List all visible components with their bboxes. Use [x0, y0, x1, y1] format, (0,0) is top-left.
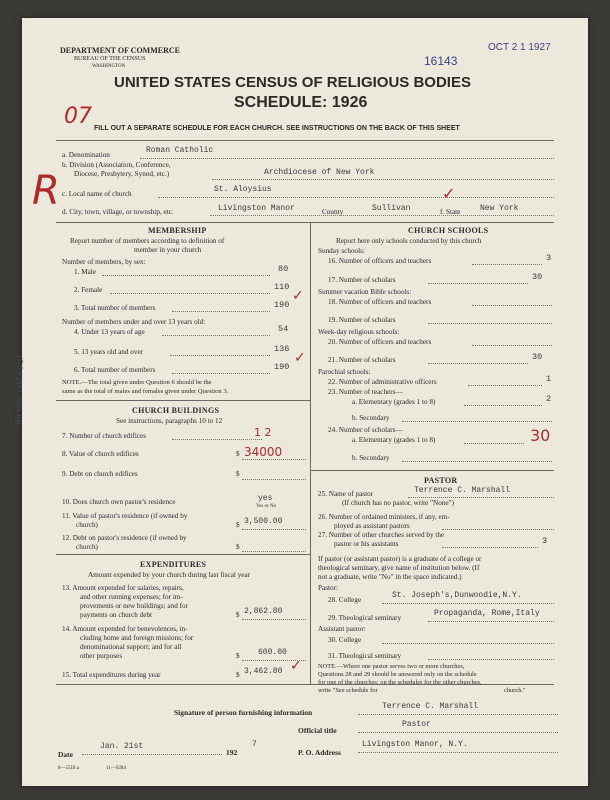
q15-value: 3,462.80 — [244, 667, 283, 676]
q13-label-d: payments on church debt — [80, 611, 153, 619]
q3-value: 190 — [274, 300, 290, 310]
local-name-line — [158, 197, 554, 198]
q13-label-a: 13. Amount expended for salaries, repairs, — [62, 584, 184, 592]
state-value: New York — [480, 204, 519, 213]
q7-value: 1 2 — [254, 426, 272, 439]
denomination-label: a. Denomination — [62, 151, 110, 159]
q28-value: St. Joseph's,Dunwoodie,N.Y. — [392, 591, 522, 600]
po-address-label: P. O. Address — [298, 748, 341, 757]
pastor-note-3: for one of the churches; on the schedules for the other churches, — [318, 679, 482, 686]
pastor-note-2: Questions 28 and 29 should be answered only on the schedule — [318, 671, 477, 678]
q14-dollar: $ — [236, 652, 240, 660]
q7-leader — [172, 439, 262, 440]
weekday-label: Week-day religious schools: — [318, 328, 400, 336]
check-mark-county: ✓ — [442, 184, 456, 203]
instruction-line: FILL OUT A SEPARATE SCHEDULE FOR EACH CHURCH. SEE INSTRUCTIONS ON THE BACK OF THIS SHEET — [94, 125, 460, 132]
form-number: 8—5518 a — [58, 766, 79, 771]
margin-note: Jen Vetter cald 4-5/27 — [13, 355, 25, 426]
membership-intro-2: member in your church — [134, 246, 202, 254]
q16-value: 3 — [546, 253, 552, 263]
schools-sub: Report here only schools conducted by this church — [336, 237, 482, 245]
q10-label: 10. Does church own pastor's residence — [62, 498, 176, 506]
q9-label: 9. Debt on church edifices — [62, 470, 138, 478]
q23b-label: b. Secondary — [352, 414, 390, 422]
buildings-rule — [56, 554, 310, 555]
q9-dollar: $ — [236, 470, 240, 478]
q20-label: 20. Number of officers and teachers — [328, 338, 432, 346]
q18-leader — [472, 305, 552, 306]
expenditures-title: EXPENDITURES — [140, 560, 207, 569]
denomination-line — [140, 158, 554, 159]
q11-label-b: church) — [76, 521, 98, 529]
q30-line — [382, 643, 554, 644]
schools-rule — [310, 470, 554, 471]
membership-rule — [56, 400, 310, 401]
schedule-number: 16143 — [424, 54, 458, 68]
q25-line — [408, 497, 554, 498]
signature-label: Signature of person furnishing information — [174, 708, 313, 717]
expenditures-sub: Amount expended by your church during last fiscal year — [88, 571, 251, 579]
q24a-label: a. Elementary (grades 1 to 8) — [352, 436, 436, 444]
print-number: 11—9284 — [106, 766, 126, 771]
sunday-label: Sunday schools: — [318, 247, 365, 255]
q23a-label: a. Elementary (grades 1 to 8) — [352, 398, 436, 406]
form-subtitle: SCHEDULE: 1926 — [234, 94, 368, 111]
city-line — [210, 215, 554, 216]
buildings-sub: See instructions, paragraphs 10 to 12 — [116, 417, 223, 425]
division-label: b. Division (Association, Conference, — [62, 161, 171, 169]
q11-line — [242, 529, 306, 530]
q16-label: 16. Number of officers and teachers — [328, 257, 432, 265]
membership-intro-1: Report number of members according to definition of — [70, 237, 225, 245]
q15-label: 15. Total expenditures during year — [62, 671, 161, 679]
q31-label: 31. Theological seminary — [328, 652, 402, 660]
q17-leader — [428, 283, 528, 284]
q30-label: 30. College — [328, 636, 362, 644]
check-mark-q15: ✓ — [290, 658, 302, 674]
q29-line — [428, 621, 554, 622]
q17-label: 17. Number of scholars — [328, 276, 396, 284]
q8-label: 8. Value of church edifices — [62, 450, 139, 458]
q25-note: (If church has no pastor, write "None") — [342, 499, 454, 507]
check-mark-q6: ✓ — [294, 350, 306, 366]
division-value: Archdiocese of New York — [264, 168, 375, 177]
q20-leader — [472, 345, 552, 346]
q28-line — [382, 603, 554, 604]
q26-label-a: 26. Number of ordained ministers, if any, em- — [318, 513, 450, 521]
year-label: 192 — [226, 748, 238, 757]
q22-leader — [468, 385, 542, 386]
denomination-value: Roman Catholic — [146, 146, 214, 155]
q16-leader — [472, 264, 542, 265]
q13-label-b: and other running expenses; for im- — [80, 593, 183, 601]
q29-value: Propaganda, Rome,Italy — [434, 609, 540, 618]
q3-label: 3. Total number of members — [74, 304, 156, 312]
q14-value: 600.00 — [258, 648, 287, 657]
q12-dollar: $ — [236, 543, 240, 551]
q1-value: 80 — [278, 264, 289, 274]
q13-line — [242, 619, 306, 620]
q2-value: 110 — [274, 282, 290, 292]
pastor-sub-label: Pastor: — [318, 584, 338, 592]
signature-value: Terrence C. Marshall — [382, 702, 479, 711]
division-label-2: Diocese, Presbytery, Synod, etc.) — [74, 170, 170, 178]
q9-line — [242, 479, 306, 480]
code-mark: 07 — [64, 104, 92, 129]
q14-label-b: cluding home and foreign missions; for — [80, 634, 194, 642]
q4-value: 54 — [278, 324, 289, 334]
q4-leader — [162, 335, 270, 336]
official-title-value: Pastor — [402, 720, 431, 729]
q5-value: 136 — [274, 344, 290, 354]
q1-leader — [102, 275, 270, 276]
q19-label: 19. Number of scholars — [328, 316, 396, 324]
local-name-value: St. Aloysius — [214, 185, 272, 194]
q24a-leader — [464, 443, 524, 444]
q5-label: 5. 13 years old and over — [74, 348, 144, 356]
parochial-label: Parochial schools: — [318, 368, 371, 376]
pastor-note-4-end: church." — [504, 687, 526, 694]
city-label: d. City, town, village, or township, etc. — [62, 208, 174, 216]
header-rule — [56, 140, 554, 141]
po-address-value: Livingston Manor, N.Y. — [362, 740, 468, 749]
q27-line — [442, 547, 538, 548]
q27-value: 3 — [542, 536, 548, 546]
grad-note-2: theological seminary, give name of institution below. (If — [318, 564, 480, 572]
q13-label-c: provements or new buildings; and for — [80, 602, 188, 610]
q11-dollar: $ — [236, 521, 240, 529]
yes-no-caption: Yes or No — [256, 504, 277, 509]
q28-label: 28. College — [328, 596, 362, 604]
date-line — [82, 754, 222, 755]
q27-label-a: 27. Number of other churches served by the — [318, 531, 445, 539]
q8-line — [242, 459, 306, 460]
q22-label: 22. Number of administrative officers — [328, 378, 437, 386]
pastor-title: PASTOR — [424, 476, 458, 485]
q14-label-a: 14. Amount expended for benevolences, in- — [62, 625, 188, 633]
dept-name: DEPARTMENT OF COMMERCE — [60, 46, 181, 55]
membership-note-1: NOTE.—The total given under Question 6 should be the — [62, 379, 212, 386]
q17-value: 30 — [532, 272, 543, 282]
column-divider — [310, 222, 311, 684]
pastor-note-4: write "See schedule for — [318, 687, 378, 694]
local-name-label: c. Local name of church — [62, 190, 132, 198]
q12-label: 12. Debt on pastor's residence (if owned by — [62, 534, 187, 542]
q24a-value: 30 — [530, 426, 551, 445]
county-label: County — [322, 208, 344, 216]
q26-line — [442, 529, 554, 530]
county-value: Sullivan — [372, 204, 411, 213]
pastor-note-1: NOTE.—Where one pastor serves two or more churches, — [318, 663, 465, 670]
q12-label-b: church) — [76, 543, 98, 551]
q18-label: 18. Number of officers and teachers — [328, 298, 432, 306]
q13-dollar: $ — [236, 611, 240, 619]
q6-label: 6. Total number of members — [74, 366, 156, 374]
q19-leader — [428, 323, 552, 324]
q6-leader — [172, 373, 270, 374]
q6-value: 190 — [274, 362, 290, 372]
date-label: Date — [58, 750, 73, 759]
q22-value: 1 — [546, 374, 552, 384]
q15-dollar: $ — [236, 671, 240, 679]
state-label: f. State — [440, 208, 461, 216]
q21-label: 21. Number of scholars — [328, 356, 396, 364]
q4-label: 4. Under 13 years of age — [74, 328, 145, 336]
received-stamp: OCT 2 1 1927 — [488, 42, 551, 53]
q5-leader — [170, 355, 270, 356]
form-title: UNITED STATES CENSUS OF RELIGIOUS BODIES — [114, 74, 471, 91]
signature-line — [358, 714, 558, 715]
q1-label: 1. Male — [74, 268, 96, 276]
q11-label: 11. Value of pastor's residence (if owned by — [62, 512, 188, 520]
q24-label: 24. Number of scholars— — [328, 426, 403, 434]
city-name: WASHINGTON — [92, 64, 126, 69]
grid-top-rule — [56, 222, 554, 223]
summer-label: Summer vacation Bible schools: — [318, 288, 412, 296]
q23a-value: 2 — [546, 394, 552, 404]
q8-value: 34000 — [244, 445, 283, 459]
q12-line — [242, 551, 306, 552]
q14-label-d: other purposes — [80, 652, 123, 660]
q27-label-b: pastor or his assistants — [334, 540, 399, 548]
q7-label: 7. Number of church edifices — [62, 432, 147, 440]
q23-label: 23. Number of teachers— — [328, 388, 403, 396]
q3-leader — [172, 311, 270, 312]
r-mark: R — [32, 168, 60, 214]
grad-note-1: If pastor (or assistant pastor) is a graduate of a college or — [318, 555, 482, 563]
q21-value: 30 — [532, 352, 543, 362]
bureau-name: BUREAU OF THE CENSUS — [74, 56, 146, 62]
check-mark-q3: ✓ — [292, 288, 304, 304]
q2-leader — [110, 293, 270, 294]
official-title-label: Official title — [298, 726, 337, 735]
schools-title: CHURCH SCHOOLS — [408, 226, 489, 235]
q25-label: 25. Name of pastor — [318, 490, 374, 498]
po-address-line — [358, 752, 558, 753]
year-value: 7 — [252, 740, 257, 749]
q14-label-c: denominational support; and for all — [80, 643, 182, 651]
division-line — [212, 179, 554, 180]
grad-note-3: not a graduate, write "No" in the space indicated.) — [318, 573, 462, 581]
q29-label: 29. Theological seminary — [328, 614, 402, 622]
q23b-leader — [402, 421, 552, 422]
official-title-line — [358, 732, 558, 733]
buildings-title: CHURCH BUILDINGS — [132, 406, 220, 415]
membership-title: MEMBERSHIP — [148, 226, 207, 235]
q31-line — [428, 659, 554, 660]
age-intro: Number of members under and over 13 years old: — [62, 318, 206, 326]
q24b-label: b. Secondary — [352, 454, 390, 462]
q11-value: 3,500.00 — [244, 517, 283, 526]
q21-leader — [428, 363, 528, 364]
q8-dollar: $ — [236, 450, 240, 458]
city-value: Livingston Manor — [218, 204, 295, 213]
q25-value: Terrence C. Marshall — [414, 486, 511, 495]
q10-value: yes — [258, 494, 273, 503]
q2-label: 2. Female — [74, 286, 103, 294]
assistant-label: Assistant pastor: — [318, 625, 366, 633]
q26-label-b: ployed as assistant pastors — [334, 522, 410, 530]
by-sex-label: Number of members, by sex: — [62, 258, 146, 266]
date-value: Jan. 21st — [100, 742, 144, 751]
q23a-leader — [464, 405, 542, 406]
membership-note-2: same as the total of males and females given under Question 3. — [62, 388, 229, 395]
q13-value: 2,862.80 — [244, 607, 283, 616]
q24b-leader — [402, 461, 552, 462]
census-schedule-sheet — [13, 18, 588, 786]
